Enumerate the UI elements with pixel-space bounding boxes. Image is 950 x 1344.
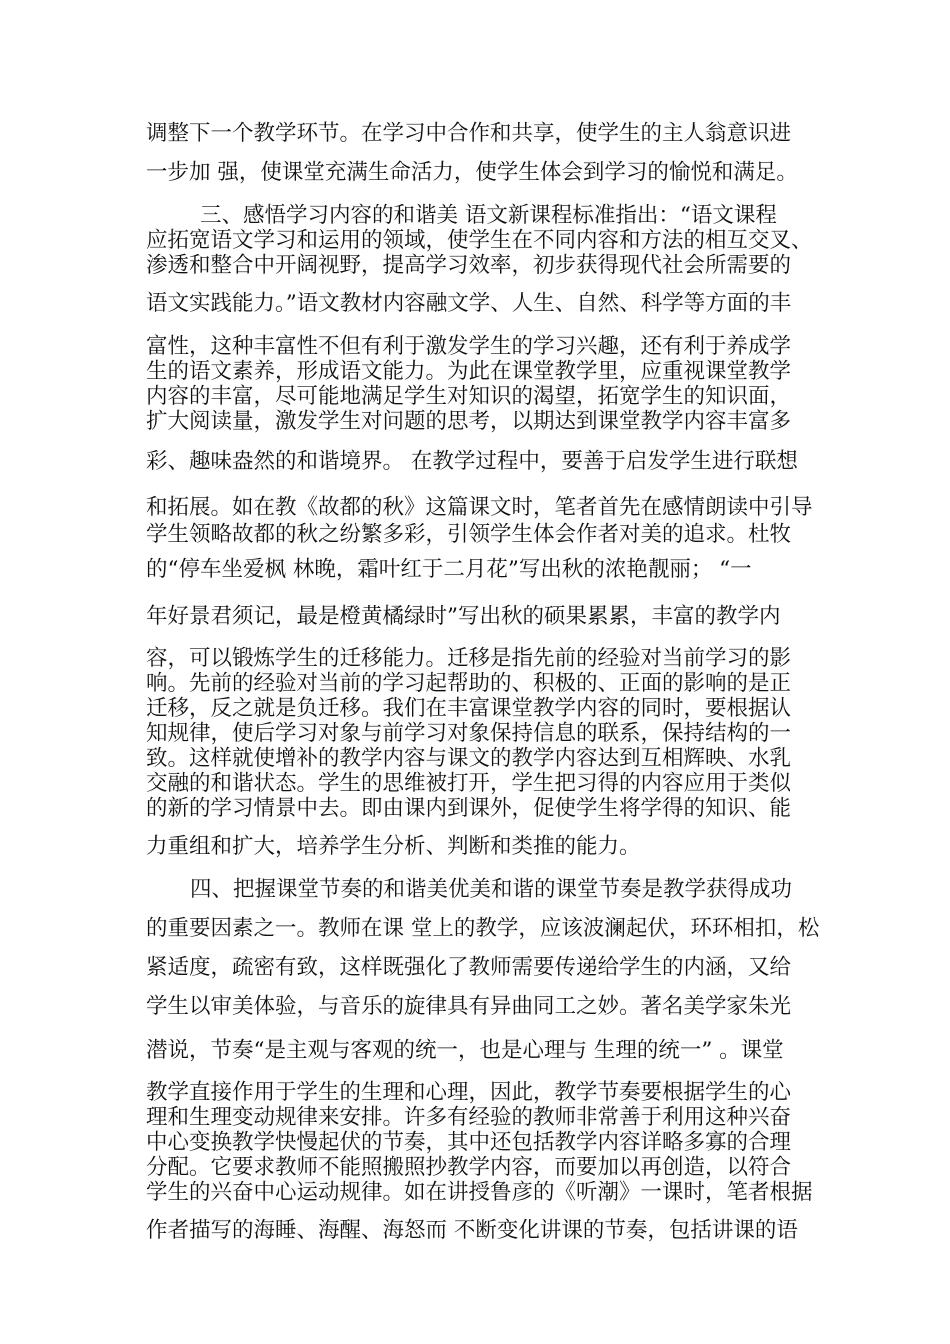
- text-line: 分配。它要求教师不能照搬照抄教学内容，而要加以再创造，以符合: [146, 1155, 792, 1180]
- text-line: 教学直接作用于学生的生理和心理，因此，教学节奏要根据学生的心: [146, 1080, 792, 1105]
- text-line: 作者描写的海睡、海醒、海怒而 不断变化讲课的节奏，包括讲课的语: [146, 1218, 798, 1243]
- text-line: 应拓宽语文学习和运用的领域，使学生在不同内容和方法的相互交叉、: [146, 228, 813, 253]
- text-line: 彩、趣味盎然的和谐境界。 在教学过程中，要善于启发学生进行联想: [146, 449, 798, 474]
- text-line: 年好景君须记，最是橙黄橘绿时”写出秋的硕果累累，丰富的教学内: [146, 604, 781, 629]
- text-line: 富性，这种丰富性不但有利于激发学生的学习兴趣，还有利于养成学: [146, 334, 792, 359]
- paragraph-heading-3: 三、感悟学习内容的和谐美 语文新课程标准指出：“语文课程: [200, 203, 777, 228]
- text-line: 力重组和扩大，培养学生分析、判断和类推的能力。: [146, 834, 641, 859]
- text-line: 的新的学习情景中去。即由课内到课外，促使学生将学得的知识、能: [146, 796, 792, 821]
- text-line: 理和生理变动规律来安排。许多有经验的教师非常善于利用这种兴奋: [146, 1105, 792, 1130]
- text-line: 中心变换教学快慢起伏的节奏，其中还包括教学内容详略多寡的合理: [146, 1130, 792, 1155]
- text-line: 渗透和整合中开阔视野，提高学习效率，初步获得现代社会所需要的: [146, 253, 792, 278]
- text-line: 内容的丰富，尽可能地满足学生对知识的渴望，拓宽学生的知识面，: [146, 384, 792, 409]
- text-line: 学生以审美体验，与音乐的旋律具有异曲同工之妙。著名美学家朱光: [146, 994, 792, 1019]
- text-line: 知规律，使后学习对象与前学习对象保持信息的联系，保持结构的一: [146, 721, 792, 746]
- text-line: 扩大阅读量，激发学生对问题的思考，以期达到课堂教学内容丰富多: [146, 409, 792, 434]
- text-line: 紧适度，疏密有致，这样既强化了教师需要传递给学生的内涵，又给: [146, 955, 792, 980]
- text-line: 一步加 强，使课堂充满生命活力，使学生体会到学习的愉悦和满足。: [146, 160, 798, 185]
- text-line: 和拓展。如在教《故都的秋》这篇课文时，笔者首先在感情朗读中引导: [146, 495, 813, 520]
- text-line: 潜说，节奏“是主观与客观的统一，也是心理与 生理的统一” 。课堂: [146, 1038, 784, 1063]
- text-line: 迁移，反之就是负迁移。我们在丰富课堂教学内容的同时，要根据认: [146, 696, 792, 721]
- text-line: 调整下一个教学环节。在学习中合作和共享，使学生的主人翁意识进: [146, 121, 792, 146]
- text-line: 交融的和谐状态。学生的思维被打开，学生把习得的内容应用于类似: [146, 771, 792, 796]
- text-line: 语文实践能力。”语文教材内容融文学、人生、自然、科学等方面的丰: [146, 291, 792, 316]
- text-line: 容，可以锻炼学生的迁移能力。迁移是指先前的经验对当前学习的影: [146, 646, 792, 671]
- text-line: 学生的兴奋中心运动规律。如在讲授鲁彦的《听潮》一课时，笔者根据: [146, 1180, 813, 1205]
- text-line: 致。这样就使增补的教学内容与课文的教学内容达到互相辉映、水乳: [146, 746, 792, 771]
- text-line: 学生领略故都的秋之纷繁多彩，引领学生体会作者对美的追求。杜牧: [146, 522, 792, 547]
- text-line: 的重要因素之一。教师在课 堂上的教学，应该波澜起伏，环环相扣，松: [146, 916, 820, 941]
- paragraph-heading-4: 四、把握课堂节奏的和谐美优美和谐的课堂节奏是教学获得成功: [190, 877, 793, 902]
- text-line: 生的语文素养，形成语文能力。为此在课堂教学里，应重视课堂教学: [146, 359, 792, 384]
- text-line: 响。先前的经验对当前的学习起帮助的、积极的、正面的影响的是正: [146, 671, 792, 696]
- text-line: 的“停车坐爱枫 林晚，霜叶红于二月花”写出秋的浓艳靓丽； “一: [146, 557, 752, 582]
